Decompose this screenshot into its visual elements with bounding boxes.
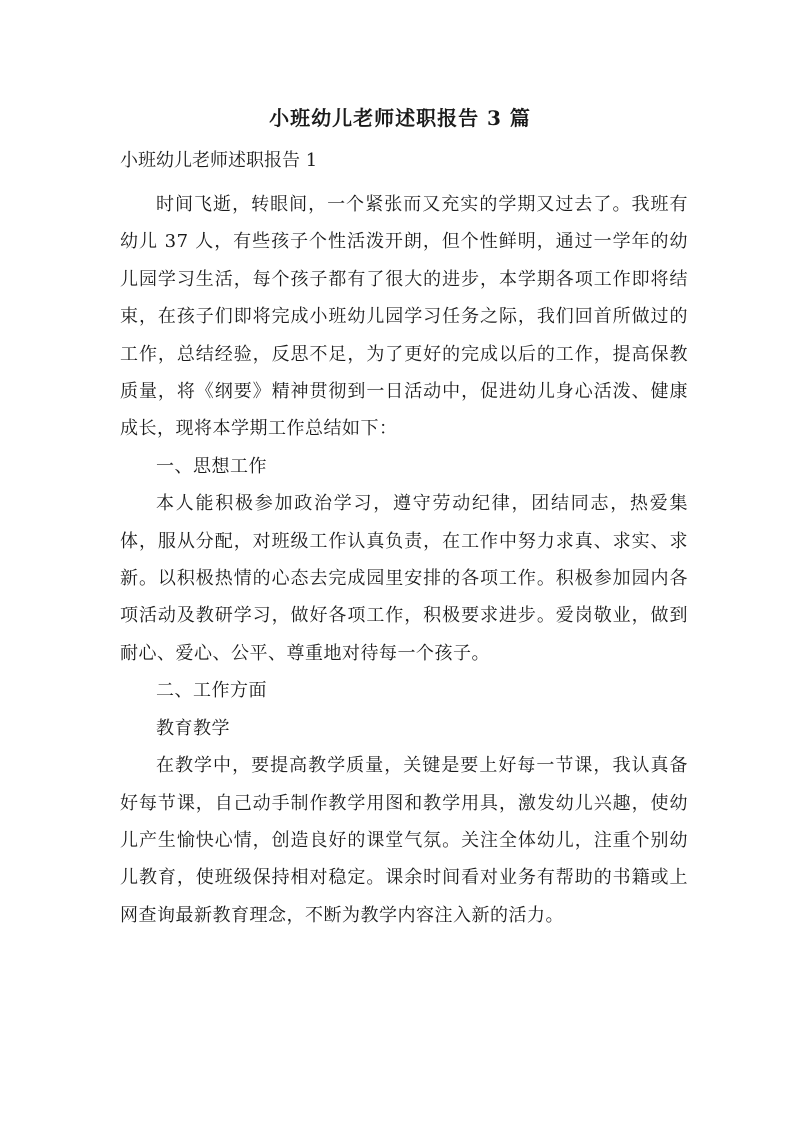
document-title: 小班幼儿老师述职报告 3 篇: [269, 106, 531, 130]
section-subtitle: 小班幼儿老师述职报告 1: [120, 150, 318, 171]
heading-work-aspects: 二、工作方面: [156, 680, 267, 702]
paragraph-intro: 时间飞逝，转眼间，一个紧张而又充实的学期又过去了。我班有幼儿 37 人，有些孩子个性活泼开朗，但个性鲜明，通过一学年的幼儿园学习生活，每个孩子都有了很大的进步，本学期各项工作即将结束，在孩子们即将完成小班幼儿园学习任务之际，我们回首所做过的工作，总结经验，反思不足，为了更好的完成以后的工作，提高保教质量，将《纲要》精神贯彻到一日活动中，促进幼儿身心活泼、健康成长，现将本学期工作总结如下：: [120, 194, 688, 440]
document-body: [120, 186, 688, 934]
paragraph-education-teaching: 在教学中，要提高教学质量，关键是要上好每一节课，我认真备好每节课，自己动手制作教学用图和教学用具，激发幼儿兴趣，使幼儿产生愉快心情，创造良好的课堂气氛。关注全体幼儿，注重个别幼儿教育，使班级保持相对稳定。课余时间看对业务有帮助的书籍或上网查询最新教育理念，不断为教学内容注入新的活力。: [120, 755, 688, 926]
paragraph-thought-work: 本人能积极参加政治学习，遵守劳动纪律，团结同志，热爱集体，服从分配，对班级工作认真负责，在工作中努力求真、求实、求新。以积极热情的心态去完成园里安排的各项工作。积极参加园内各项活动及教研学习，做好各项工作，积极要求进步。爱岗敬业，做到耐心、爱心、公平、尊重地对待每一个孩子。: [120, 493, 688, 664]
heading-education-teaching: 教育教学: [156, 717, 230, 739]
heading-thought-work: 一、思想工作: [156, 455, 267, 477]
